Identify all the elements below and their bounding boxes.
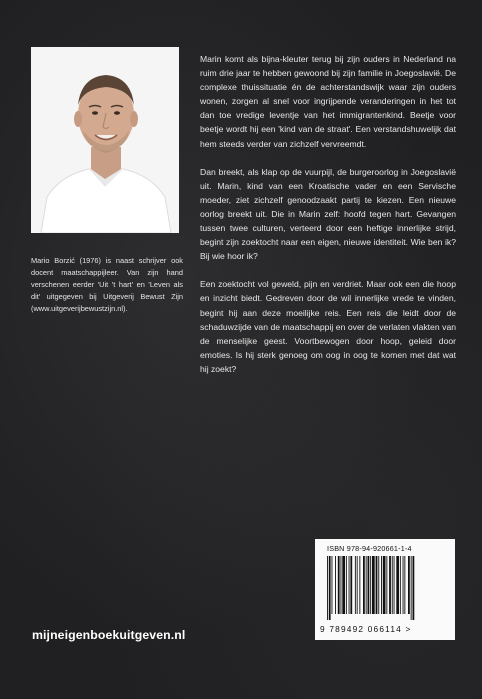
publisher-website: mijneigenboekuitgeven.nl [32,628,186,642]
author-bio-text: Mario Borzić (1976) is naast schrijver ook docent maatschappijleer. Van zijn hand verschenen eerder 'Uit 't hart' en 'Leven als dit' uitgegeven bij Uitgeverij Bewust Zijn (www.uitgeverijbewustzijn.nl). [31,256,183,314]
blurb-paragraph-3: Een zoektocht vol geweld, pijn en verdriet. Maar ook een die hoop en inzicht biedt. Gedreven door de wil innerlijke vrede te vinden, begint hij aan deze moeilijke reis. Een reis die leidt door de schaduwzijde van de maatschappij en over de verlaten vlakten van de menselijke geest. Voortbewogen door hoop, geleid door emoties. Is hij sterk genoeg om oog in oog te komen met dat wat hij zoekt? [200,279,456,374]
isbn-label: ISBN 978-94-920661-1-4 [327,544,412,553]
blurb-paragraph-1: Marin komt als bijna-kleuter terug bij zijn ouders in Nederland na ruim drie jaar te hebben gewoond bij zijn familie in Joegoslavië. De complexe thuissituatie én de achterstandswijk waar zijn ouders wonen, zorgen al snel voor ingrijpende veranderingen in het tot dan toe vredige leventje van het immigrantenkind. Beetje voor beetje wordt hij een 'kind van de straat'. Een verstandshuwelijk dat hem steeds verder van zichzelf vervreemdt. [200,54,456,149]
barcode-digits: 9 789492 066114 > [320,624,412,634]
isbn-barcode-box [315,539,455,640]
author-bio [31,255,183,315]
author-portrait-image [31,47,179,233]
blurb-paragraph-2: Dan breekt, als klap op de vuurpijl, de burgeroorlog in Joegoslavië uit. Marin, kind van een Kroatische vader en een Servische moeder, ziet zichzelf genoodzaakt partij te kiezen. Een nieuwe oorlog breekt uit. Die in Marin zelf: hoofd tegen hart. Gevangen tussen twee culturen, verteerd door een heftige innerlijke strijd, begint zijn zoektocht naar een eigen, nieuwe identiteit. Wie ben ik? Bij wie hoor ik? [200,166,456,262]
book-blurb [200,52,456,390]
barcode-icon [327,556,447,620]
author-photo [31,47,179,233]
